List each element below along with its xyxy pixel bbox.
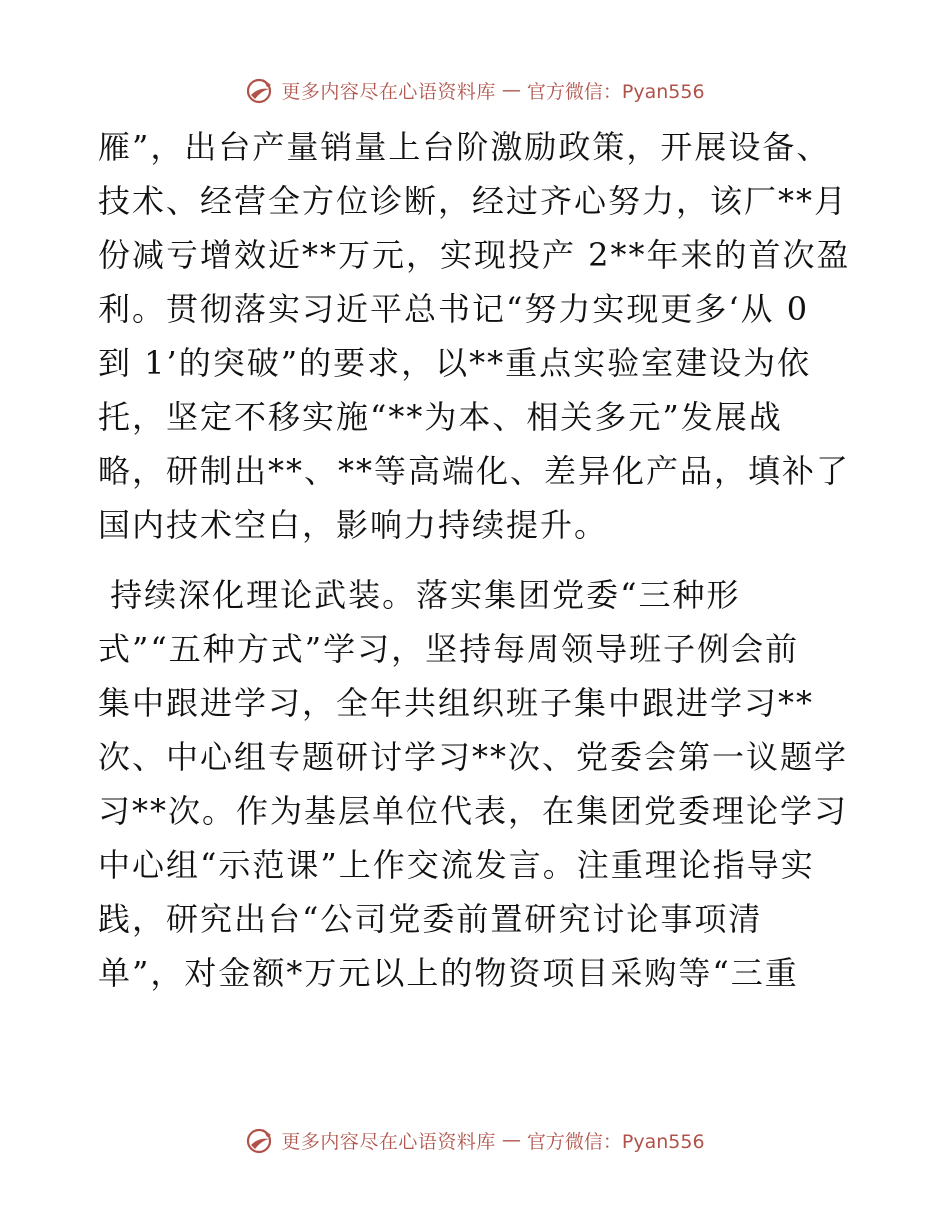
text-line: 持续深化理论武装。落实集团党委“三种形 [98,576,741,614]
text-line: 到 1’的突破”的要求，以**重点实验室建设为依 [98,344,812,382]
text-line: 国内技术空白，影响力持续提升。 [98,506,609,544]
text-line: 践，研究出台“公司党委前置研究讨论事项清 [98,900,763,938]
text-line: 集中跟进学习，全年共组织班子集中跟进学习** [98,684,815,722]
watermark-separator: — [501,79,521,101]
book-feather-logo-icon [245,75,275,105]
text-line: 单”，对金额*万元以上的物资项目采购等“三重 [98,954,799,992]
text-line: 技术、经营全方位诊断，经过齐心努力，该厂**月 [98,182,849,220]
paragraph-gap [98,552,858,568]
text-line: 习**次。作为基层单位代表，在集团党委理论学习 [98,792,849,830]
watermark-separator: — [501,1129,521,1151]
text-line: 托，坚定不移实施“**为本、相关多元”发展战 [98,398,783,436]
footer-watermark [0,1120,950,1160]
watermark-wechat-text: 官方微信：Pyan556 [526,1130,705,1153]
document-body [98,120,858,1000]
text-line: 式”“五种方式”学习，坚持每周领导班子例会前 [98,630,800,668]
book-feather-logo-icon [245,1125,275,1155]
text-line: 中心组“示范课”上作交流发言。注重理论指导实 [98,846,815,884]
header-watermark [0,70,950,110]
text-line: 雁”，出台产量销量上台阶激励政策，开展设备、 [98,128,831,166]
text-line: 略，研制出**、**等高端化、差异化产品，填补了 [98,452,851,490]
watermark-wechat-text: 官方微信：Pyan556 [526,80,705,103]
watermark-site-text: 更多内容尽在心语资料库 [281,1130,496,1153]
text-line: 利。贯彻落实习近平总书记“努力实现更多‘从 0 [98,290,810,328]
text-line: 份减亏增效近**万元，实现投产 2**年来的首次盈 [98,236,851,274]
watermark-site-text: 更多内容尽在心语资料库 [281,80,496,103]
paragraph [98,568,858,1000]
text-line: 次、中心组专题研讨学习**次、党委会第一议题学 [98,738,849,776]
paragraph [98,120,858,552]
